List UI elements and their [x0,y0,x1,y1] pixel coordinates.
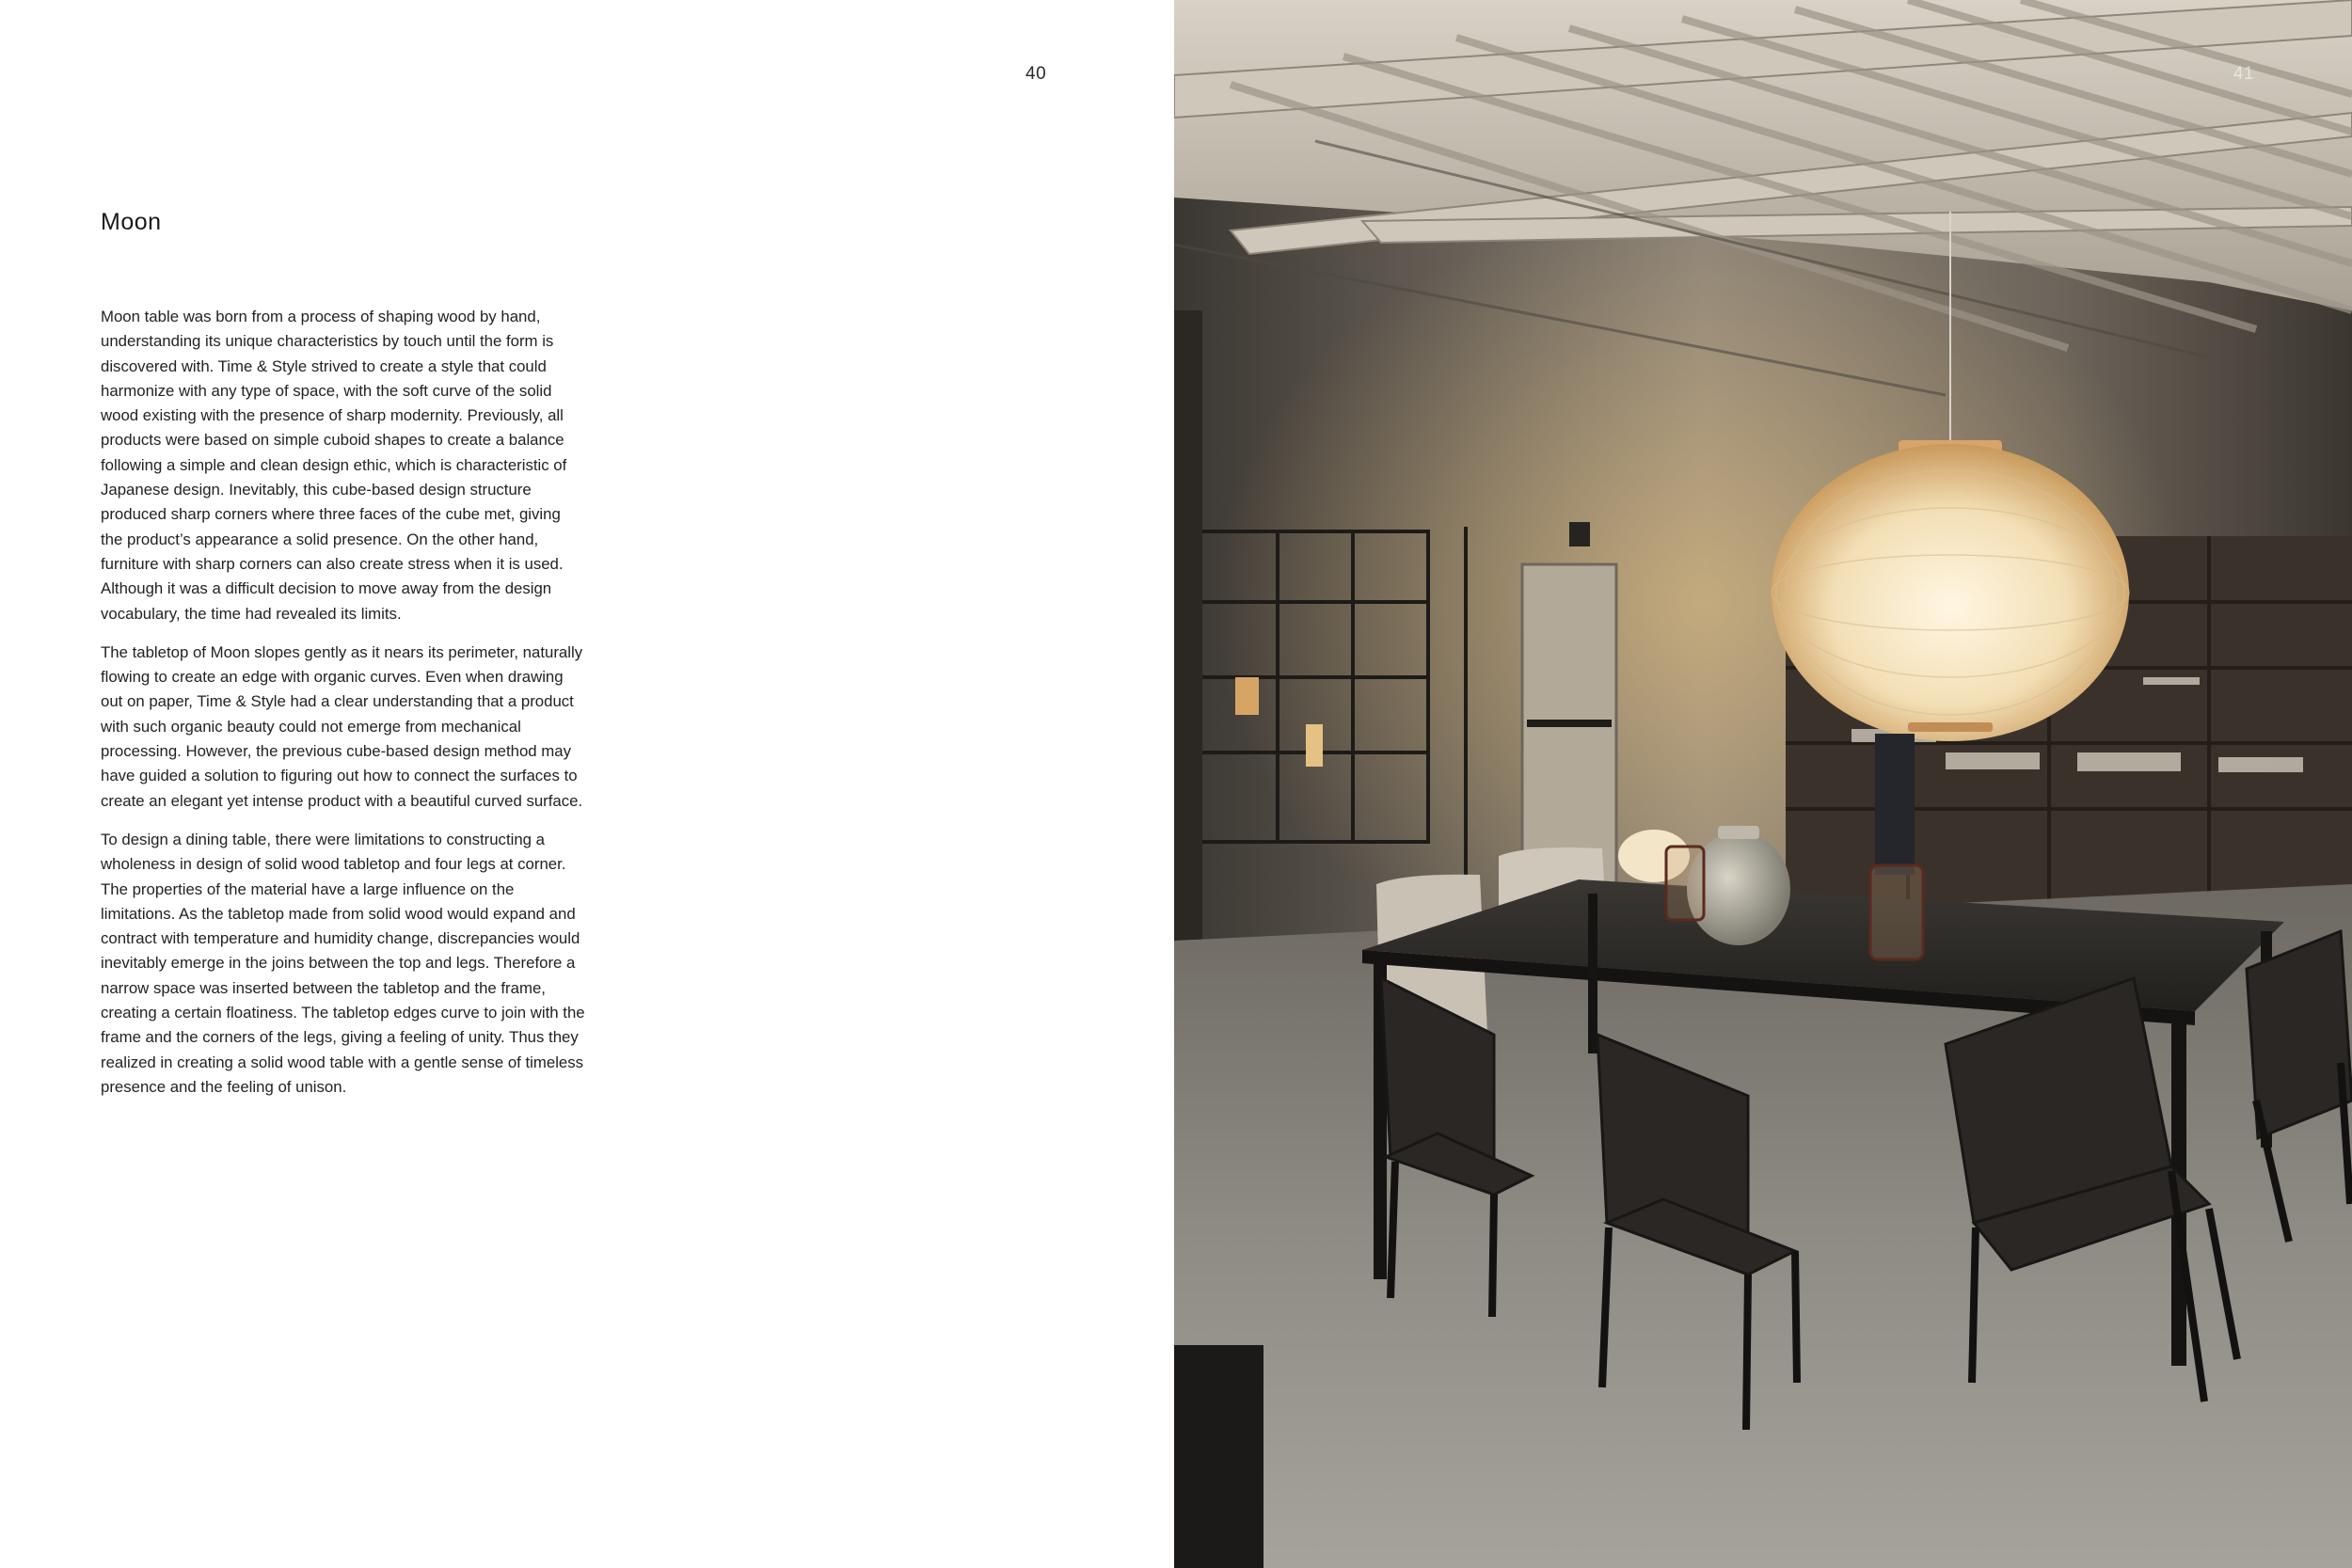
body-paragraph-1: Moon table was born from a process of shaping wood by hand, understanding its unique characteristics by touch until the form is discovered with. Time & Style strived to create a style that could harmonize with any type of space, with the soft curve of the solid wood existing with the presence of sharp modernity. Previously, all products were based on simple cuboid shapes to create a balance following a simple and clean design ethic, which is characteristic of Japanese design. Inevitably, this cube-based design structure produced sharp corners where three faces of the cube met, giving the product’s appearance a solid presence. On the other hand, furniture with sharp corners can also create stress when it is used. Although it was a difficult decision to move away from the design vocabulary, the time had revealed its limits. [101,308,567,623]
right-page [1174,0,2352,1568]
body-paragraph-2: The tabletop of Moon slopes gently as it nears its perimeter, naturally flowing to create an edge with organic curves. Even when drawing out on paper, Time & Style had a clear understanding that a product with such organic beauty could not emerge from mechanical processing. However, the previous cube-based design method may have guided a solution to figuring out how to connect the surfaces to create an elegant yet intense product with a beautiful curved surface. [101,642,583,810]
left-page [0,0,1174,1568]
body-paragraph-3: To design a dining table, there were limitations to constructing a wholeness in design of solid wood tabletop and four legs at corner. The properties of the material have a large influence on the limitations. As the tabletop made from solid wood would expand and contract with temperature and humidity change, discrepancies would inevitably emerge in the joins between the top and legs. Therefore a narrow space was inserted between the tabletop and the frame, creating a certain floatiness. The tabletop edges curve to join with the frame and the corners of the legs, giving a feeling of unity. Thus they realized in creating a solid wood table with a gentle sense of timeless presence and the feeling of unison. [101,830,585,1096]
article-title: Moon [101,209,162,235]
page-number-left: 40 [1025,64,1047,84]
dining-room-photo [1174,0,2352,1568]
page-number-right: 41 [2233,64,2254,84]
article-body [101,305,586,1114]
